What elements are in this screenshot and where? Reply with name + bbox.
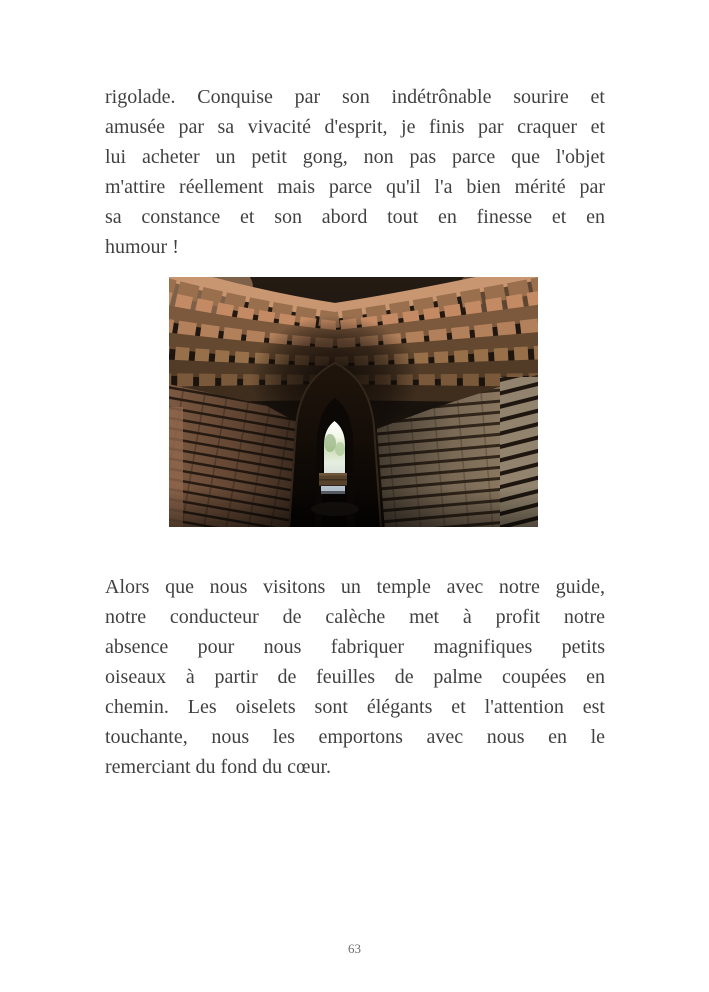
text-line: touchante, nous les emportons avec nous en le [105,726,605,748]
text-line: absence pour nous fabriquer magnifiques petits [105,636,605,658]
text-line: oiseaux à partir de feuilles de palme coupées en [105,666,605,688]
temple-corridor-illustration [169,277,538,527]
text-line: rigolade. Conquise par son indétrônable sourire et [105,86,605,108]
text-line: humour ! [105,236,179,258]
text-line: lui acheter un petit gong, non pas parce que l'objet [105,146,605,168]
text-line: sa constance et son abord tout en finesse et en [105,206,605,228]
text-line: m'attire réellement mais parce qu'il l'a bien mérité par [105,176,605,198]
text-line: amusée par sa vivacité d'esprit, je finis par craquer et [105,116,605,138]
floor [169,487,538,527]
text-line: notre conducteur de calèche met à profit notre [105,606,605,628]
paragraph-1 [105,82,605,262]
paragraph-2 [105,572,605,782]
text-line: Alors que nous visitons un temple avec notre guide, [105,576,605,598]
page-number: 63 [348,941,361,956]
text-line: remerciant du fond du cœur. [105,756,332,778]
temple-corridor-photo [169,277,538,527]
text-line: chemin. Les oiselets sont élégants et l'attention est [105,696,605,718]
